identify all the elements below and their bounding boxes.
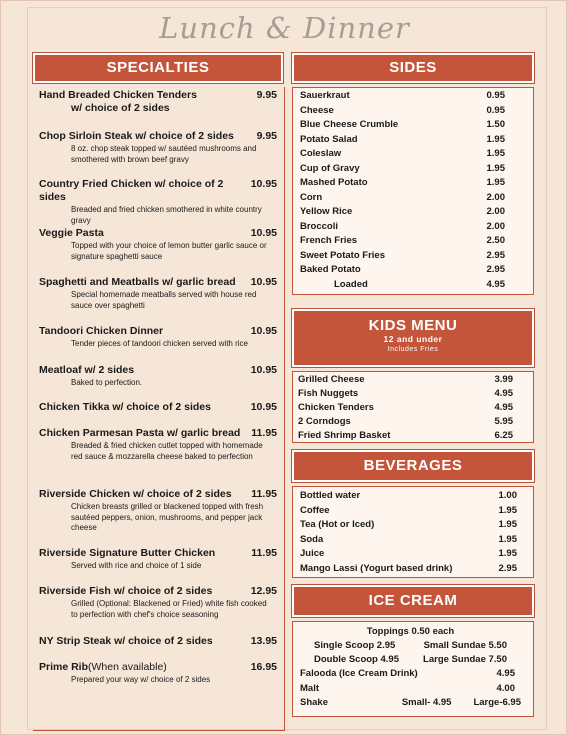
specialty-name: Country Fried Chicken w/ choice of 2 sides (39, 178, 224, 203)
beverage-item-price: 2.95 (498, 562, 517, 574)
specialty-price: 16.95 (250, 661, 277, 673)
side-item (300, 104, 511, 119)
side-item-name: Mashed Potato (300, 177, 368, 188)
specialty-price: 10.95 (250, 227, 277, 239)
specialty-name: Chicken Tikka w/ choice of 2 sides (39, 401, 211, 413)
specialty-item (39, 89, 277, 115)
specialty-description: Breaded & fried chicken cutlet topped with homemade red sauce & mozzarella cheese baked to perfection (71, 441, 263, 461)
specialty-name: Prime Rib (39, 661, 89, 673)
beverage-item (300, 504, 523, 519)
beverage-item-price: 1.95 (498, 504, 517, 516)
shake-row: Shake Small- 4.95 Large-6.95 (300, 697, 521, 708)
side-item (300, 191, 511, 206)
side-item-name: Broccoli (300, 220, 339, 232)
specialty-price: 10.95 (250, 178, 277, 190)
specialty-name: Tandoori Chicken Dinner (39, 325, 164, 337)
specialty-item (39, 585, 277, 620)
beverage-item-name: Juice (300, 548, 325, 559)
specialty-name: Spaghetti and Meatballs w/ garlic bread (39, 276, 236, 288)
side-item-price: 1.95 (486, 162, 505, 174)
specialty-price: 11.95 (251, 427, 277, 439)
kids-list (298, 373, 519, 443)
side-item-price: 2.95 (486, 264, 505, 275)
side-item-name: Blue Cheese Crumble (300, 119, 399, 130)
side-item-price: 2.00 (486, 206, 505, 217)
kids-item (298, 429, 519, 443)
side-item-price: 0.95 (486, 104, 505, 116)
specialty-item (39, 488, 277, 534)
specialty-price: 11.95 (251, 488, 277, 500)
specialty-sub: w/ choice of 2 sides (71, 102, 170, 114)
side-item (300, 220, 511, 235)
side-item (300, 205, 511, 220)
side-item-name: Corn (300, 191, 323, 203)
side-item-price: 4.95 (486, 278, 505, 290)
beverage-item (300, 489, 523, 504)
beverage-item (300, 562, 523, 577)
specialty-name: Riverside Fish w/ choice of 2 sides (39, 585, 213, 597)
side-item-name: Loaded (334, 278, 368, 290)
specialty-item (39, 661, 277, 686)
beverages-panel (292, 486, 534, 578)
kids-panel (292, 371, 534, 443)
specialty-name: Riverside Signature Butter Chicken (39, 547, 216, 559)
kids-item-price: 4.95 (494, 388, 513, 399)
side-item (300, 176, 511, 191)
beverage-item-price: 1.95 (498, 533, 517, 545)
beverage-item-name: Bottled water (300, 490, 361, 501)
icecream-panel (292, 621, 534, 717)
beverage-item-name: Mango Lassi (Yogurt based drink) (300, 562, 453, 574)
kids-item (298, 415, 519, 429)
beverage-item-price: 1.00 (498, 490, 517, 501)
specialty-description: Prepared your way w/ choice of 2 sides (71, 675, 211, 684)
malt-row: Malt 4.00 (300, 682, 515, 694)
specialty-item (39, 130, 277, 165)
specialty-item (39, 364, 277, 389)
toppings-note: Toppings 0.50 each (366, 626, 455, 637)
side-item-price: 2.95 (486, 249, 505, 261)
sides-header: SIDES (292, 53, 534, 83)
kids-item-name: Fish Nuggets (298, 388, 359, 399)
beverages-header: BEVERAGES (292, 450, 534, 482)
side-item-price: 1.95 (486, 133, 505, 145)
specialty-item (39, 178, 277, 226)
specialty-description: Special homemade meatballs served with house red sauce over spaghetti (71, 290, 257, 310)
side-item (300, 89, 511, 104)
specialty-item (39, 227, 277, 262)
specialty-description: Topped with your choice of lemon butter garlic sauce or signature spaghetti sauce (71, 241, 267, 261)
side-item (300, 162, 511, 177)
page-title: Lunch & Dinner (159, 11, 410, 45)
beverage-item (300, 533, 523, 548)
specialty-item (39, 635, 277, 648)
specialties-header: SPECIALTIES (33, 53, 283, 83)
specialty-item (39, 401, 277, 414)
kids-item-price: 6.25 (494, 430, 513, 441)
side-item-price: 0.95 (486, 90, 505, 101)
kids-item-name: Grilled Cheese (298, 374, 365, 385)
falooda-row: Falooda (Ice Cream Drink) 4.95 (300, 668, 515, 679)
side-item-name: Yellow Rice (300, 206, 353, 217)
kids-item (298, 387, 519, 401)
beverage-item (300, 518, 523, 533)
kids-item-price: 3.99 (494, 374, 513, 385)
specialty-name: Meatloaf w/ 2 sides (39, 364, 135, 376)
side-item (300, 249, 511, 264)
specialty-item (39, 325, 277, 350)
specialty-item (39, 276, 277, 311)
side-item (300, 278, 511, 293)
specialty-price: 11.95 (251, 547, 277, 559)
specialty-price: 10.95 (250, 276, 277, 288)
side-item-name: Sauerkraut (300, 90, 350, 101)
beverage-item-price: 1.95 (498, 519, 517, 530)
sides-list (300, 89, 511, 292)
beverage-item-name: Soda (300, 533, 324, 545)
specialty-description: Tender pieces of tandoori chicken served with rice (71, 339, 248, 348)
side-item-price: 1.50 (486, 119, 505, 130)
specialty-name: Hand Breaded Chicken Tenders (39, 89, 197, 101)
kids-item-price: 4.95 (494, 402, 513, 413)
side-item-name: Sweet Potato Fries (300, 249, 385, 261)
beverage-item-price: 1.95 (498, 548, 517, 559)
specialty-description: Baked to perfection. (71, 378, 143, 387)
beverage-item-name: Tea (Hot or Iced) (300, 519, 375, 530)
beverage-item-name: Coffee (300, 504, 330, 516)
specialty-price: 9.95 (256, 89, 277, 101)
specialty-item (39, 547, 277, 572)
specialty-price: 13.95 (250, 635, 277, 647)
double-scoop: Double Scoop 4.95 (314, 654, 399, 665)
kids-item-name: Fried Shrimp Basket (298, 430, 391, 441)
side-item-price: 2.50 (486, 235, 505, 246)
beverage-item (300, 547, 523, 562)
side-item-name: Cup of Gravy (300, 162, 360, 174)
side-item-name: Coleslaw (300, 148, 342, 159)
specialty-price: 12.95 (250, 585, 277, 597)
side-item (300, 147, 511, 162)
kids-item-price: 5.95 (494, 416, 513, 427)
side-item-price: 2.00 (486, 220, 505, 232)
specialty-name: Chop Sirloin Steak w/ choice of 2 sides (39, 130, 234, 142)
icecream-header: ICE CREAM (292, 585, 534, 617)
specialty-name: Chicken Parmesan Pasta w/ garlic bread (39, 427, 241, 439)
specialty-name: Riverside Chicken w/ choice of 2 sides (39, 488, 232, 500)
specialty-price: 10.95 (250, 325, 277, 337)
side-item-name: Cheese (300, 104, 334, 116)
specialty-price: 9.95 (256, 130, 277, 142)
side-item-name: Baked Potato (300, 264, 361, 275)
small-sundae: Small Sundae 5.50 (423, 640, 507, 651)
kids-item-name: 2 Corndogs (298, 416, 351, 427)
specialty-price: 10.95 (250, 364, 277, 376)
specialty-description: 8 oz. chop steak topped w/ sautéed mushrooms and smothered with brown beef gravy (71, 144, 257, 164)
kids-header: KIDS MENU 12 and under Includes Fries (292, 309, 534, 367)
side-item (300, 133, 511, 148)
kids-item (298, 401, 519, 415)
kids-item (298, 373, 519, 387)
specialty-description: Served with rice and choice of 1 side (71, 561, 202, 570)
specialty-name: Veggie Pasta (39, 227, 104, 239)
side-item (300, 263, 511, 278)
specialty-description: Grilled (Optional: Blackened or Fried) white fish cooked to perfection with chef's choice seasoning (71, 599, 267, 619)
large-sundae: Large Sundae 7.50 (423, 654, 507, 665)
side-item-price: 1.95 (486, 148, 505, 159)
side-item-price: 2.00 (486, 191, 505, 203)
specialty-price: 10.95 (250, 401, 277, 413)
beverages-list (300, 489, 523, 576)
side-item-price: 1.95 (486, 177, 505, 188)
side-item (300, 118, 511, 133)
side-item-name: Potato Salad (300, 133, 358, 145)
specialty-name-extra: (When available) (88, 661, 167, 673)
side-item-name: French Fries (300, 235, 358, 246)
specialty-name: NY Strip Steak w/ choice of 2 sides (39, 635, 213, 647)
specialty-item (39, 427, 277, 462)
side-item (300, 234, 511, 249)
specialty-description: Chicken breasts grilled or blackened topped with fresh sautéed peppers, onion, mushrooms, and pepper jack cheese (71, 502, 264, 532)
specialty-description: Breaded and fried chicken smothered in white country gravy (71, 205, 262, 225)
sides-panel (292, 87, 534, 295)
kids-item-name: Chicken Tenders (298, 402, 374, 413)
single-scoop: Single Scoop 2.95 (314, 640, 396, 651)
